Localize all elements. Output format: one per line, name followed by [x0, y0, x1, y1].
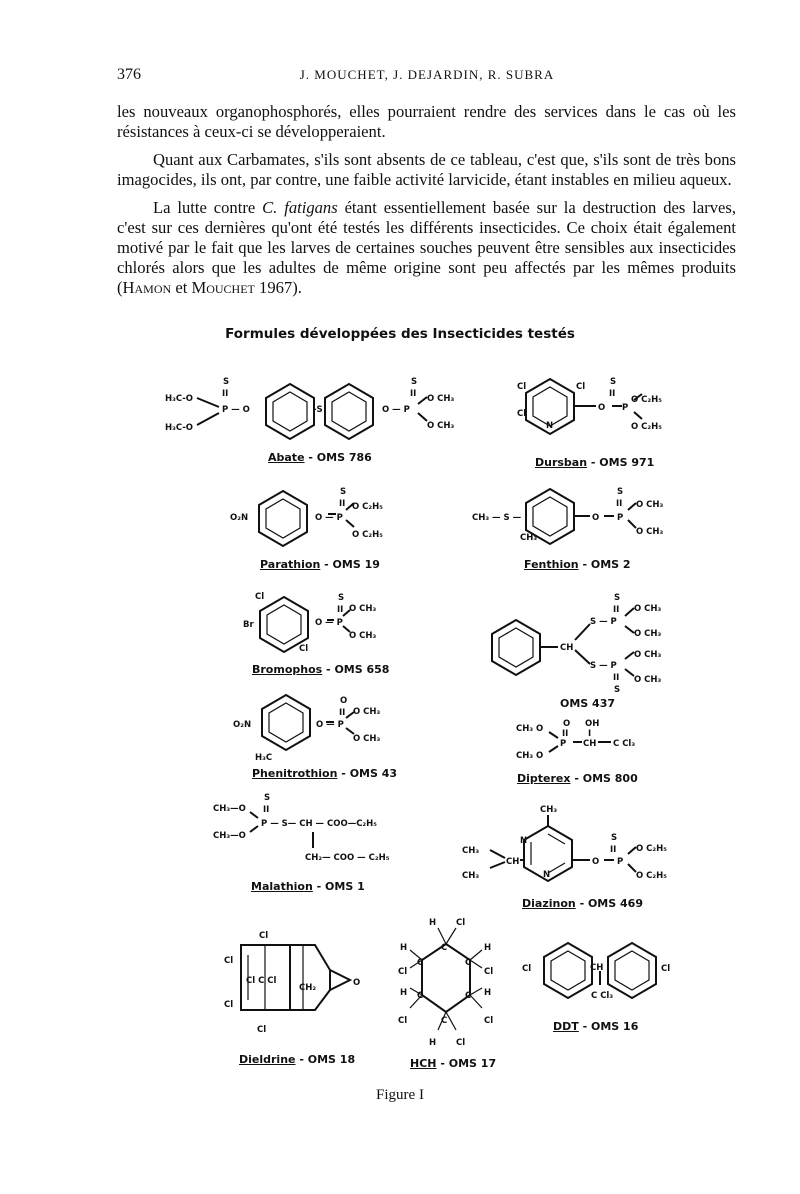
svg-text:S: S [614, 593, 621, 603]
svg-text:O CH₃: O CH₃ [634, 675, 662, 685]
svg-text:O: O [353, 978, 361, 988]
svg-text:S: S [617, 487, 624, 497]
phenitrothion-structure [233, 695, 381, 763]
compound-name: Abate [268, 451, 305, 464]
svg-text:H₃C: H₃C [255, 753, 273, 763]
svg-text:II: II [410, 389, 417, 399]
text-run: 1967). [254, 278, 302, 297]
compound-name: DDT [553, 1020, 579, 1033]
paragraph: Quant aux Carbamates, s'ils sont absents de ce tableau, c'est que, s'ils sont de très bons imagocides, ils ont, par contre, une faible activité larvicide, étant instables en milieu aqueux. [117, 150, 736, 189]
svg-text:S: S [338, 593, 345, 603]
svg-text:O CH₃: O CH₃ [636, 527, 664, 537]
svg-text:O — P: O — P [315, 618, 343, 628]
svg-text:O CH₃: O CH₃ [349, 631, 377, 641]
svg-text:O: O [340, 696, 348, 706]
svg-text:O CH₃: O CH₃ [353, 707, 381, 717]
paragraph: les nouveaux organophosphorés, elles pourraient rendre des services dans le cas où les résistances à ceux-ci se développeraient. [117, 102, 736, 141]
compound-name: Dipterex [517, 772, 571, 785]
svg-text:II: II [337, 605, 344, 615]
svg-text:II: II [562, 729, 569, 739]
dieldrine-structure [224, 931, 360, 1035]
svg-text:H₃C-O: H₃C-O [165, 394, 194, 404]
compound-caption-dipterex [517, 772, 638, 785]
ddt-structure [522, 943, 670, 1001]
svg-text:Cl: Cl [224, 956, 234, 966]
svg-text:N: N [543, 870, 551, 880]
svg-text:O CH₃: O CH₃ [349, 604, 377, 614]
svg-text:H₃C-O: H₃C-O [165, 423, 194, 433]
svg-text:CH₃: CH₃ [520, 533, 538, 543]
svg-text:CH₃ O: CH₃ O [516, 751, 544, 761]
malathion-structure [213, 793, 390, 863]
svg-text:CH: CH [583, 739, 597, 749]
compound-code: - OMS 469 [579, 897, 643, 910]
svg-text:S — P: S — P [590, 661, 617, 671]
svg-text:CH₃ — S —: CH₃ — S — [472, 513, 522, 523]
compound-code: OMS 437 [560, 697, 616, 710]
svg-text:C Cl₃: C Cl₃ [591, 991, 614, 1001]
svg-text:S: S [611, 833, 618, 843]
svg-text:I: I [588, 729, 592, 739]
svg-text:CH₃ O: CH₃ O [516, 724, 544, 734]
compound-caption-diazinon [522, 897, 643, 910]
svg-text:Cl: Cl [522, 964, 532, 974]
svg-text:S: S [411, 377, 418, 387]
svg-text:P: P [560, 739, 567, 749]
svg-text:Cl: Cl [255, 592, 265, 602]
svg-text:O — P: O — P [316, 720, 344, 730]
figure-caption: Figure I [376, 1087, 424, 1103]
compound-caption-fenthion [524, 558, 631, 571]
svg-text:CH₃—O: CH₃—O [213, 831, 246, 841]
svg-text:O C₂H₅: O C₂H₅ [636, 871, 667, 881]
svg-text:P — O: P — O [222, 405, 250, 415]
svg-text:N: N [546, 421, 554, 431]
svg-text:Cl: Cl [484, 967, 494, 977]
svg-text:Cl: Cl [259, 931, 269, 941]
compound-code: - OMS 18 [299, 1053, 356, 1066]
svg-text:P: P [622, 403, 629, 413]
compound-code: - OMS 17 [440, 1057, 497, 1070]
svg-text:C: C [465, 991, 472, 1001]
compound-caption-dieldrine [239, 1053, 355, 1066]
compound-name: Phenitrothion [252, 767, 338, 780]
diazinon-structure [462, 805, 667, 881]
svg-text:II: II [613, 605, 620, 615]
svg-text:Cl C Cl: Cl C Cl [246, 976, 277, 986]
svg-text:CH₂— COO — C₂H₅: CH₂— COO — C₂H₅ [305, 853, 390, 863]
compound-code: - OMS 16 [582, 1020, 639, 1033]
compound-caption-dursban [535, 456, 654, 469]
svg-text:H: H [400, 943, 408, 953]
compound-name: Fenthion [524, 558, 579, 571]
svg-text:O₂N: O₂N [230, 513, 249, 523]
svg-text:O C₂H₅: O C₂H₅ [352, 530, 383, 540]
svg-text:C: C [441, 943, 448, 953]
parathion-structure [230, 487, 383, 546]
svg-text:II: II [222, 389, 229, 399]
svg-text:CH: CH [590, 963, 604, 973]
svg-text:CH₃: CH₃ [462, 846, 480, 856]
text-run: étant essentiellement basée sur la destruction des larves, c'est sur ces dernières qu'ont été testés les différents insecticides. Ce choix était également motivé par le fait que les larves de certaines souches peuvent être sensibles aux insecticides chlorés alors que les adultes de même origine sont peu affectés par les mêmes produits ( [117, 198, 736, 297]
compound-caption-hch [410, 1057, 496, 1070]
svg-text:O CH₃: O CH₃ [634, 629, 662, 639]
svg-text:II: II [616, 499, 623, 509]
svg-text:CH₃—O: CH₃—O [213, 804, 246, 814]
species-name: C. fatigans [262, 198, 338, 217]
author-citation: Mouchet [191, 278, 255, 297]
compound-name: Malathion [251, 880, 313, 893]
oms437-structure [492, 593, 662, 695]
svg-text:H: H [484, 988, 492, 998]
svg-text:O: O [592, 513, 600, 523]
svg-text:O CH₃: O CH₃ [636, 500, 664, 510]
svg-text:S: S [614, 685, 621, 695]
svg-text:CH₃: CH₃ [462, 871, 480, 881]
svg-text:C: C [465, 958, 472, 968]
compound-code: - OMS 658 [326, 663, 390, 676]
svg-text:OH: OH [585, 719, 600, 729]
svg-text:O C₂H₅: O C₂H₅ [636, 844, 667, 854]
figure-title: Formules développées des Insecticides testés [225, 326, 575, 342]
svg-text:O C₂H₅: O C₂H₅ [631, 395, 662, 405]
compound-code: - OMS 1 [316, 880, 365, 893]
fenthion-structure [472, 487, 664, 544]
svg-text:Cl: Cl [456, 918, 466, 928]
svg-text:C Cl₃: C Cl₃ [613, 739, 636, 749]
dursban-structure [517, 377, 662, 434]
compound-name: Dursban [535, 456, 588, 469]
svg-text:Cl: Cl [517, 409, 527, 419]
svg-text:C: C [417, 958, 424, 968]
svg-text:O CH₃: O CH₃ [634, 650, 662, 660]
svg-text:O: O [592, 857, 600, 867]
svg-text:O: O [563, 719, 571, 729]
compound-code: - OMS 786 [308, 451, 372, 464]
svg-text:II: II [263, 805, 270, 815]
svg-text:N: N [520, 836, 528, 846]
svg-text:O₂N: O₂N [233, 720, 252, 730]
svg-text:P: P [617, 513, 624, 523]
svg-text:O — P: O — P [382, 405, 410, 415]
compound-caption-malathion [251, 880, 365, 893]
compound-code: - OMS 2 [582, 558, 631, 571]
svg-text:O CH₃: O CH₃ [427, 394, 455, 404]
svg-text:Cl: Cl [299, 644, 309, 654]
dipterex-structure [516, 719, 635, 761]
hch-structure [398, 918, 493, 1048]
svg-text:S: S [340, 487, 347, 497]
svg-text:Cl: Cl [661, 964, 671, 974]
svg-text:O: O [598, 403, 606, 413]
compound-name: HCH [410, 1057, 437, 1070]
svg-text:P: P [617, 857, 624, 867]
compound-caption-ddt [553, 1020, 638, 1033]
svg-text:H: H [484, 943, 492, 953]
svg-text:Cl: Cl [224, 1000, 234, 1010]
svg-text:Cl: Cl [484, 1016, 494, 1026]
compound-caption-bromophos [252, 663, 389, 676]
svg-text:S — P: S — P [590, 617, 617, 627]
page-number: 376 [117, 66, 141, 83]
svg-text:O — P: O — P [315, 513, 343, 523]
text-run: La lutte contre [153, 198, 263, 217]
svg-text:O C₂H₅: O C₂H₅ [631, 422, 662, 432]
svg-text:Cl: Cl [398, 967, 408, 977]
compound-code: - OMS 43 [341, 767, 398, 780]
svg-text:H: H [429, 1038, 437, 1048]
running-header-authors: J. MOUCHET, J. DEJARDIN, R. SUBRA [299, 67, 555, 82]
svg-text:II: II [613, 673, 620, 683]
bromophos-structure [243, 592, 377, 654]
compound-name: Diazinon [522, 897, 576, 910]
compound-name: Parathion [260, 558, 321, 571]
compound-name: Bromophos [252, 663, 323, 676]
svg-text:Cl: Cl [517, 382, 527, 392]
svg-text:O CH₃: O CH₃ [427, 421, 455, 431]
svg-text:-S: -S [313, 405, 323, 415]
author-citation: Hamon [122, 278, 172, 297]
svg-text:CH: CH [560, 643, 574, 653]
svg-text:C: C [441, 1016, 448, 1026]
compound-code: - OMS 800 [574, 772, 638, 785]
svg-text:O C₂H₅: O C₂H₅ [352, 502, 383, 512]
abate-structure [165, 377, 455, 439]
svg-text:II: II [339, 708, 346, 718]
svg-text:O CH₃: O CH₃ [634, 604, 662, 614]
svg-text:II: II [339, 499, 346, 509]
svg-text:S: S [264, 793, 271, 803]
svg-text:Cl: Cl [576, 382, 586, 392]
svg-text:S: S [223, 377, 230, 387]
svg-text:S: S [610, 377, 617, 387]
svg-text:Cl: Cl [456, 1038, 466, 1048]
svg-text:O CH₃: O CH₃ [353, 734, 381, 744]
svg-text:Cl: Cl [257, 1025, 267, 1035]
compound-caption-phenitrothion [252, 767, 397, 780]
svg-text:Br: Br [243, 620, 254, 630]
svg-text:II: II [610, 845, 617, 855]
compound-caption-oms437 [560, 697, 615, 710]
text-run: et [171, 278, 192, 297]
svg-text:II: II [609, 389, 616, 399]
compound-caption-abate [268, 451, 372, 464]
compound-code: - OMS 19 [324, 558, 380, 571]
compound-code: - OMS 971 [590, 456, 655, 469]
compound-caption-parathion [260, 558, 380, 571]
svg-text:H: H [429, 918, 437, 928]
svg-text:Cl: Cl [398, 1016, 408, 1026]
svg-text:CH₃: CH₃ [540, 805, 558, 815]
svg-text:CH₂: CH₂ [299, 983, 317, 993]
svg-text:CH: CH [506, 857, 520, 867]
svg-text:H: H [400, 988, 408, 998]
svg-text:C: C [417, 991, 424, 1001]
compound-name: Dieldrine [239, 1053, 296, 1066]
svg-text:P — S— CH — COO—C₂H₅: P — S— CH — COO—C₂H₅ [261, 819, 377, 829]
